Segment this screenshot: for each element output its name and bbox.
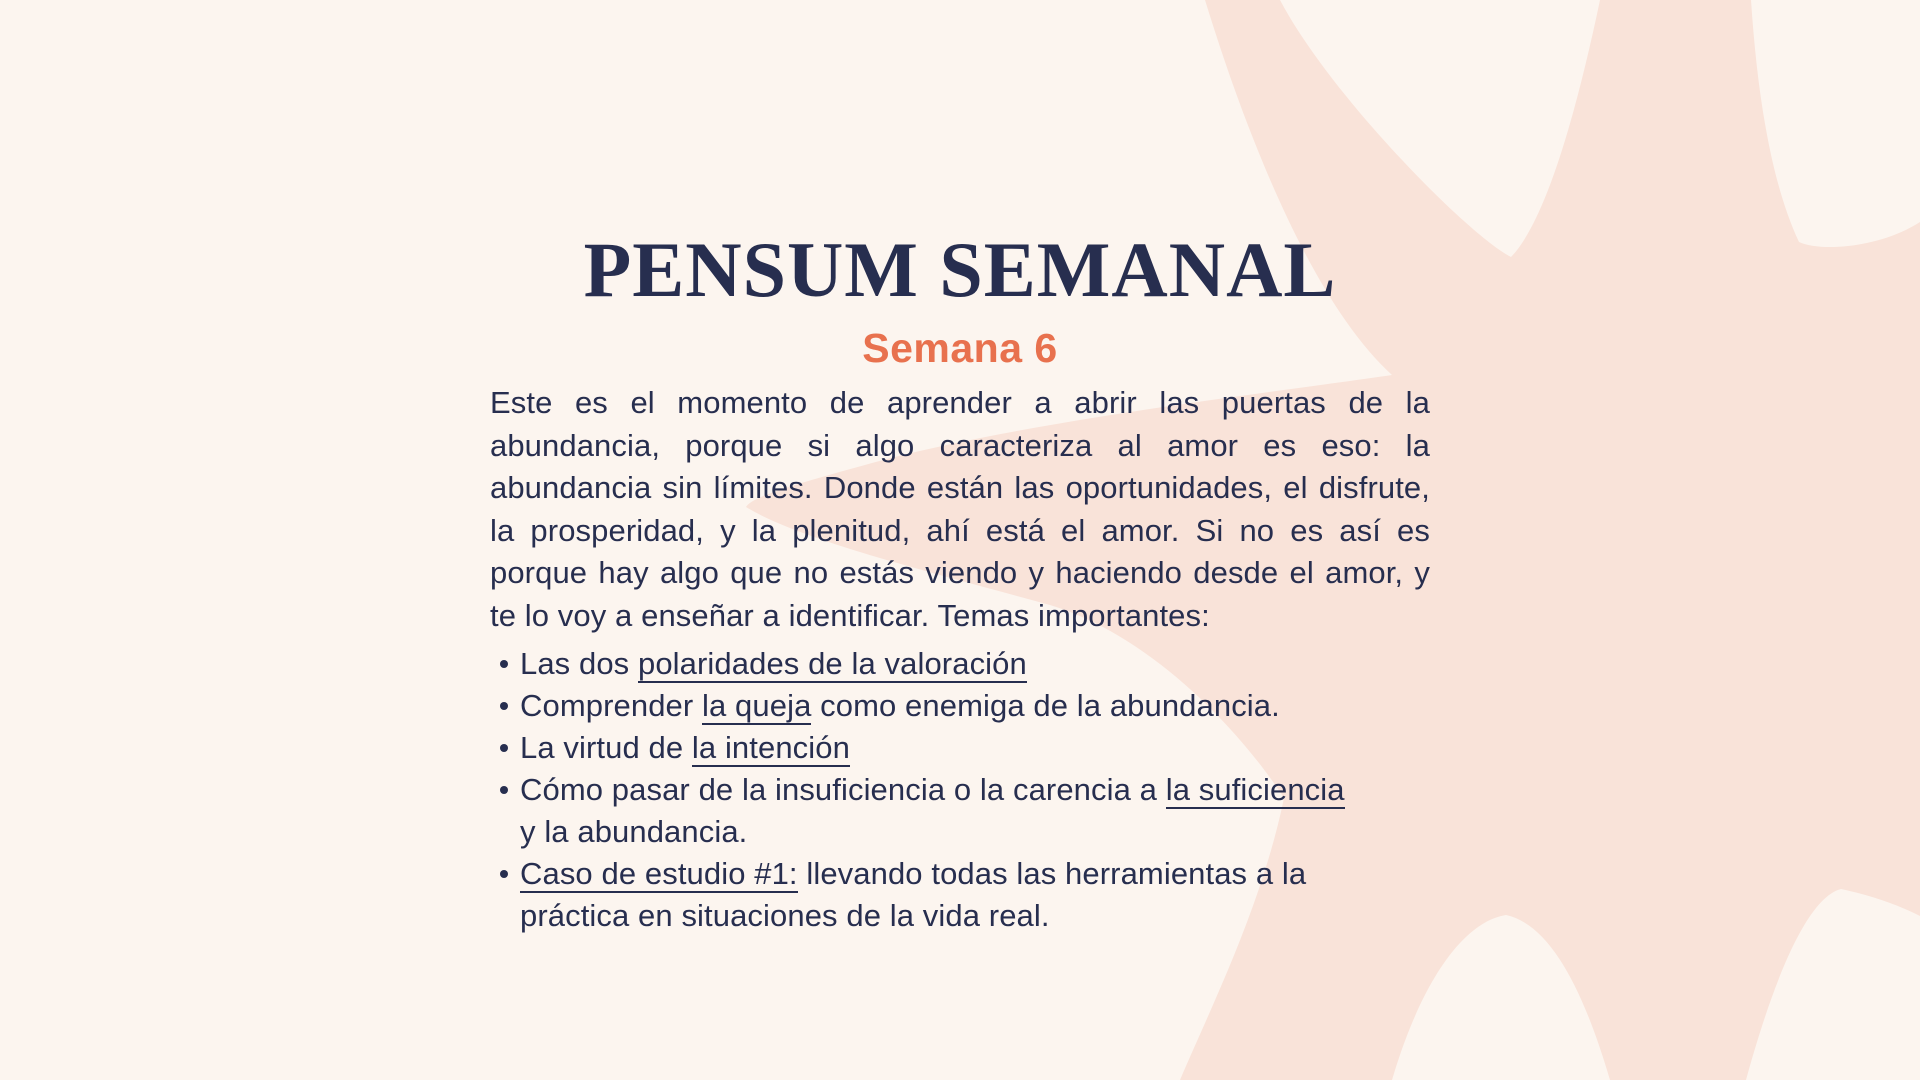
bullet-item [500, 769, 1365, 853]
bullet-item [500, 643, 1365, 685]
underlined-phrase: la intención [691, 730, 850, 765]
underlined-phrase: polaridades de la valoración [638, 646, 1027, 681]
bullet-text: Cómo pasar de la insuficiencia o la carencia a [520, 772, 1166, 807]
bullet-text: como enemiga de la abundancia. [811, 688, 1280, 723]
bullet-item [500, 685, 1365, 727]
underlined-phrase: la queja [702, 688, 812, 723]
bullet-text: Comprender [520, 688, 703, 723]
bullet-text: llevando todas las herramientas a la práctica en situaciones de la vida real. [520, 856, 1307, 933]
bullet-item [500, 727, 1365, 769]
underlined-phrase: Caso de estudio #1: [520, 856, 798, 891]
intro-paragraph: Este es el momento de aprender a abrir las puertas de la abundancia, porque si algo caracteriza al amor es eso: la abundancia sin límites. Donde están las oportunidades, el disfrute, la prosperidad, y la plenitud, ahí está el amor. Si no es así es porque hay algo que no estás viendo y haciendo desde el amor, y te lo voy a enseñar a identificar. Temas importantes: [490, 385, 1430, 633]
bullet-text: y la abundancia. [520, 814, 748, 849]
body-text-block [490, 382, 1430, 937]
bullet-text: Las dos [520, 646, 638, 681]
topics-list [490, 643, 1430, 937]
bullet-text: La virtud de [520, 730, 692, 765]
underlined-phrase: la suficiencia [1165, 772, 1345, 807]
bullet-item [500, 853, 1365, 937]
page-subtitle: Semana 6 [862, 325, 1058, 372]
page-title: PENSUM SEMANAL [583, 226, 1337, 314]
